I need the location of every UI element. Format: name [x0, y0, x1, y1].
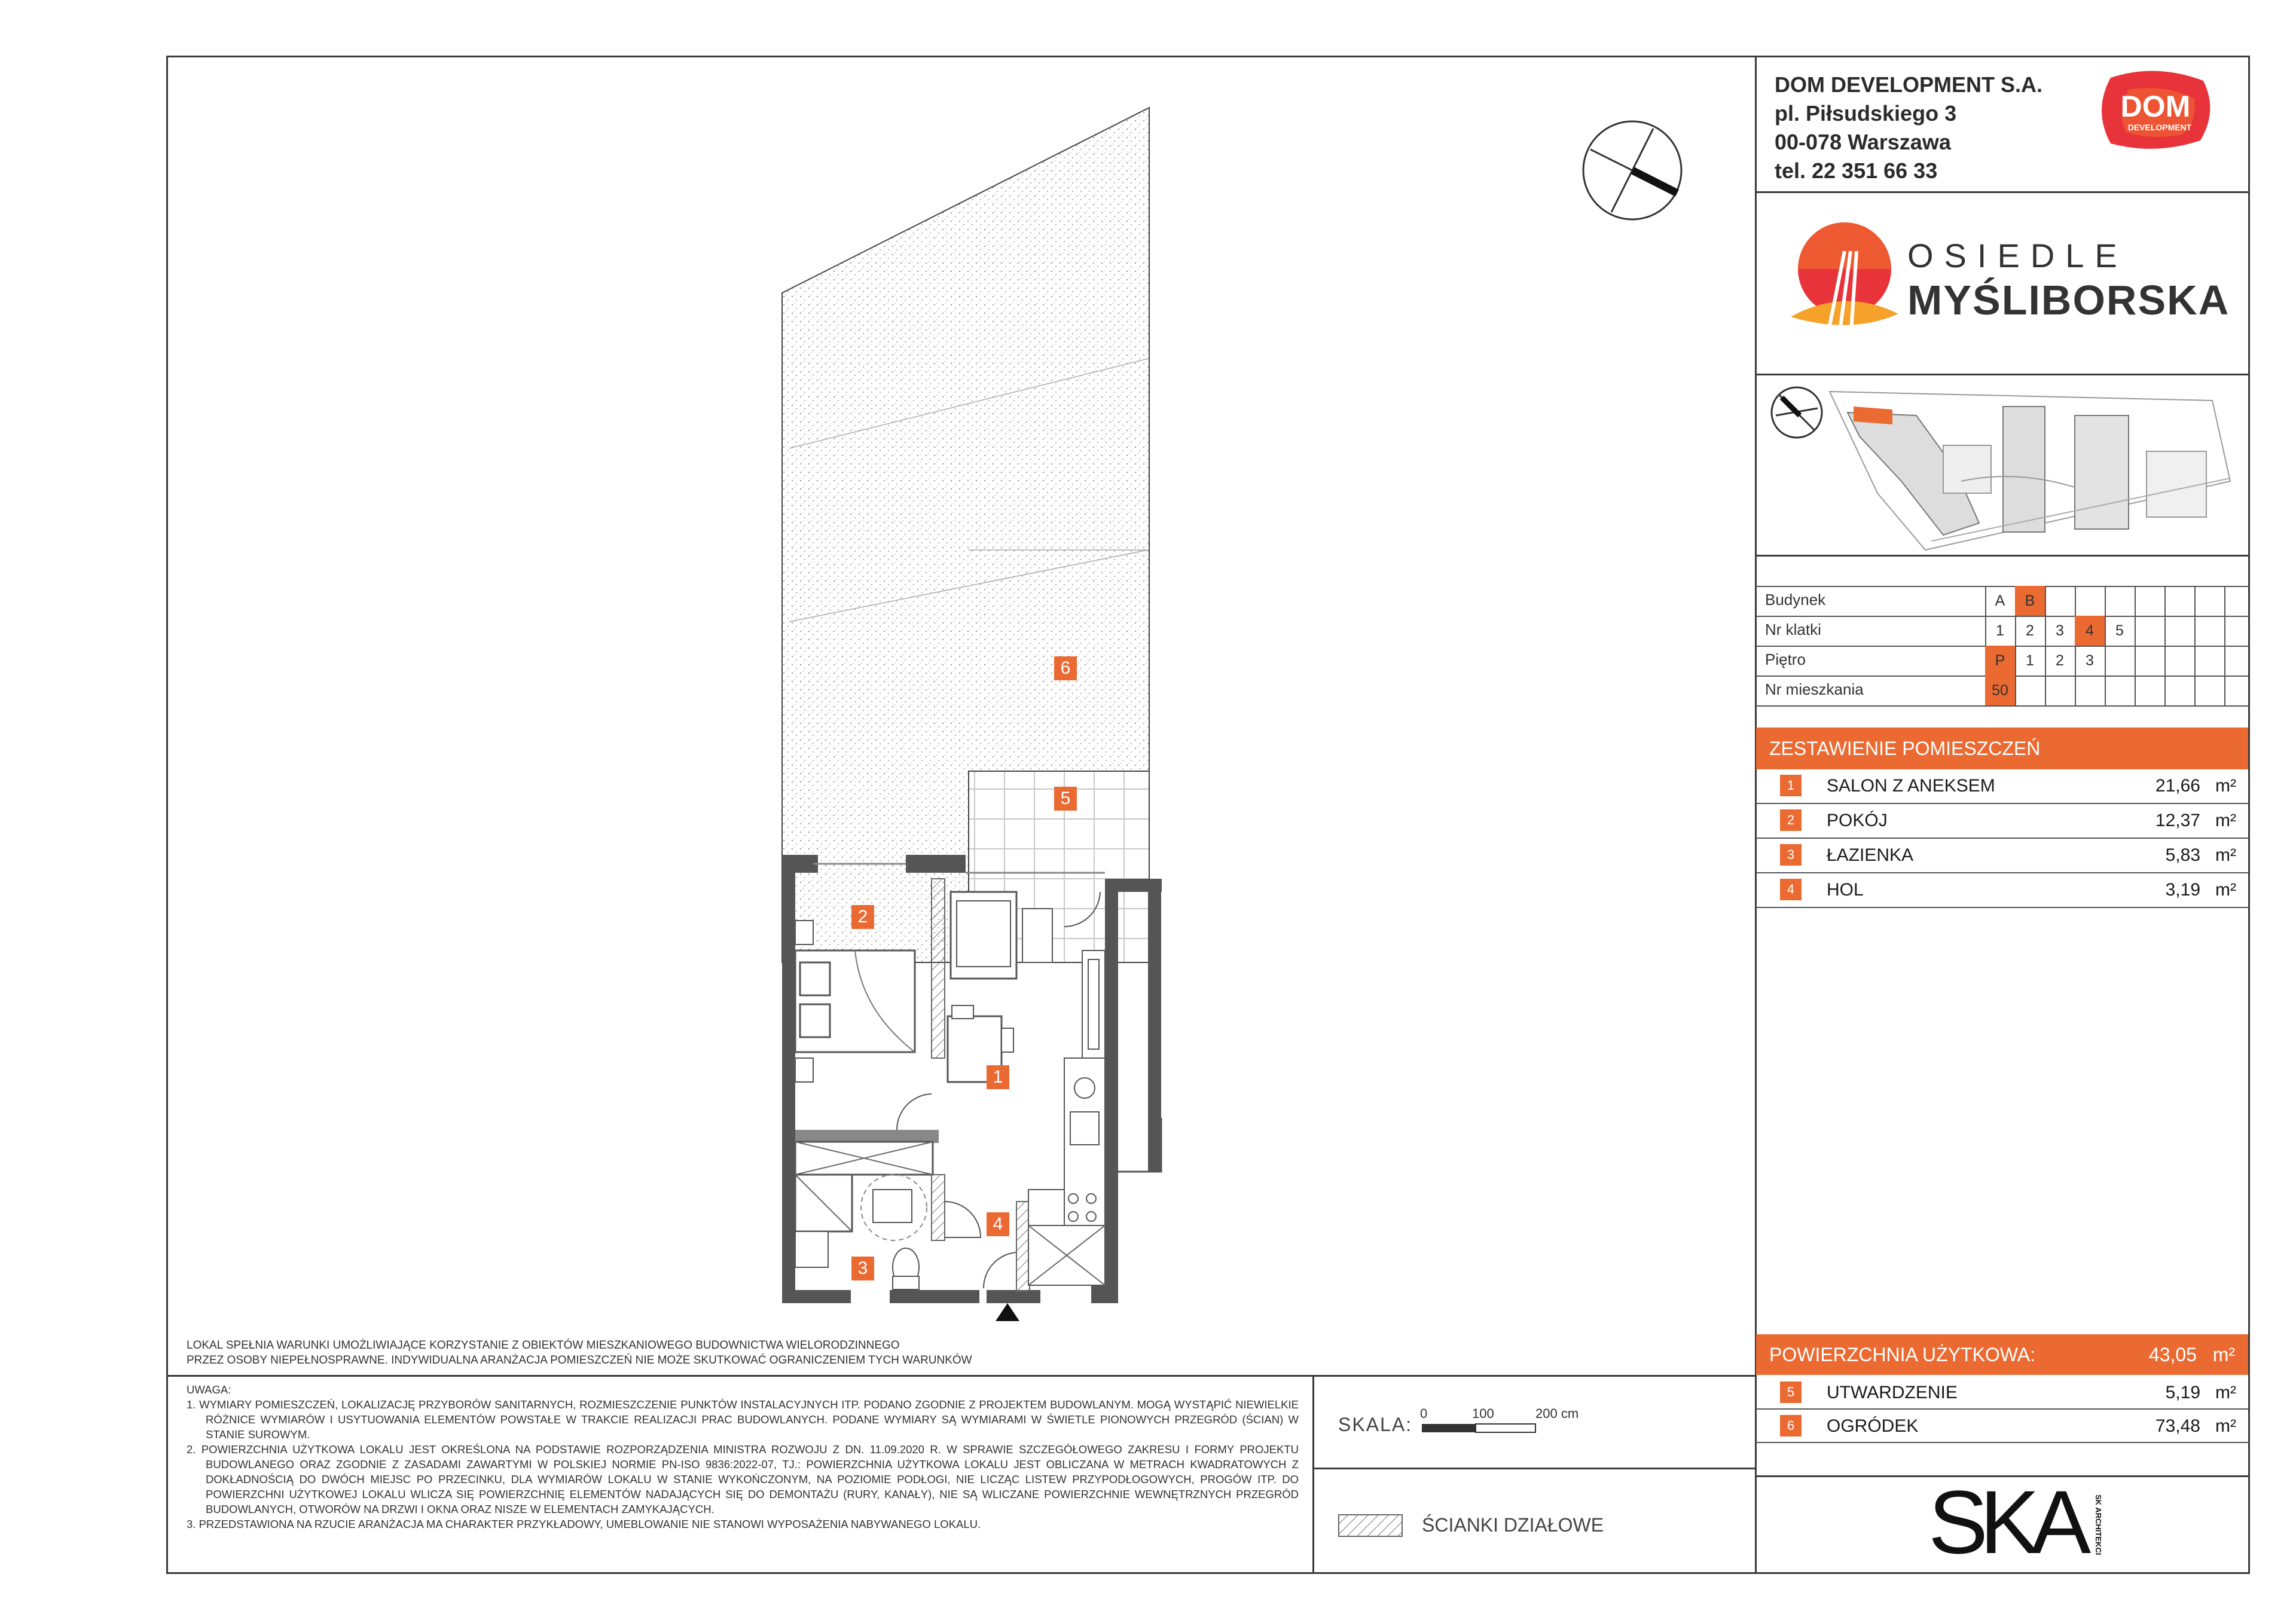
- extra-area: 73,48 m²: [2155, 1416, 2236, 1436]
- room-row: [1756, 769, 2248, 803]
- grid-cell-staircase-selected: 4: [2075, 616, 2105, 646]
- extras-divider: [1755, 1475, 2250, 1477]
- room-area: 21,66 m²: [2155, 776, 2236, 796]
- extra-name: OGRÓDEK: [1827, 1416, 1919, 1436]
- grid-cell-staircase: 2: [2026, 622, 2034, 639]
- grid-cell-floor: 2: [2056, 652, 2064, 669]
- dom-development-logo: [2093, 66, 2218, 155]
- extra-number-badge: 6: [1780, 1415, 1802, 1436]
- remark-item: 3. PRZEDSTAWIONA NA RZUCIE ARANŻACJA MA CHARAKTER PRZYKŁADOWY, UMEBLOWANIE NIE STANOWI WYPOSAŻENIA NABYWANEGO LOKALU.: [187, 1518, 981, 1530]
- grid-label-floor: Piętro: [1765, 650, 1806, 668]
- dom-logo-sub: DEVELOPMENT: [2127, 123, 2192, 132]
- accessibility-note-line: LOKAL SPEŁNIA WARUNKI UMOŻLIWIAJĄCE KORZYSTANIE Z OBIEKTÓW MIESZKANIOWEGO BUDOWNICTWA WIELORODZINNEGO: [187, 1339, 900, 1352]
- room-row: [1756, 873, 2248, 907]
- grid-cell-floor-selected: P: [1985, 646, 2015, 676]
- plan-label-living: 1: [987, 1065, 1009, 1089]
- scale-label: SKALA:: [1338, 1414, 1413, 1435]
- legend-partition-walls: ŚCIANKI DZIAŁOWE: [1422, 1514, 1604, 1536]
- map-divider: [1755, 555, 2250, 557]
- room-number-badge: 4: [1780, 879, 1802, 900]
- remarks-block: [187, 1382, 1299, 1532]
- room-number-badge: 1: [1780, 775, 1802, 796]
- grid-line: [1756, 705, 2248, 707]
- room-name: SALON Z ANEKSEM: [1827, 776, 1995, 796]
- partition-wall-swatch: [1338, 1514, 1404, 1538]
- accessibility-note-line: PRZEZ OSOBY NIEPEŁNOSPRAWNE. INDYWIDUALNA ARANŻACJA POMIESZCZEŃ NIE MOŻE SKUTKOWAĆ OGRANICZENIEM TYCH WARUNKÓW: [187, 1354, 972, 1367]
- extra-row: [1756, 1376, 2248, 1410]
- grid-column-line: [2194, 586, 2196, 705]
- room-area: 5,83 m²: [2165, 845, 2236, 865]
- company-city: 00-078 Warszawa: [1775, 130, 1951, 154]
- accessibility-note: [187, 1338, 972, 1368]
- grid-cell-apartment-selected: 50: [1985, 676, 2015, 705]
- remark-item: 2. POWIERZCHNIA UŻYTKOWA LOKALU JEST OKREŚLONA NA PODSTAWIE ROZPORZĄDZENIA MINISTRA ROZWOJU Z DN. 11.09.2020 R. W SPRAWIE SZCZEGÓŁOWEGO ZAKRESU I FORMY PROJEKTU BUDOWLANEGO ORAZ ZGODNIE Z ZASADAMI ZAWARTYMI W POLSKIEJ NORMIE PN-ISO 9836:2022-07, TJ.: POWIERZCHNIA UŻYTKOWA LOKALU JEST OBLICZANA W METRACH KWADRATOWYCH Z DOKŁADNOŚCIĄ DO DWÓCH MIEJSC PO PRZECINKU, DLA WYMIARÓW LOKALU W STANIE WYKOŃCZONYM, NA POZIOMIE PODŁOGI, NIE LICZĄC LISTEW PRZYPODŁOGOWYCH, PROGÓW ITP. DO POWIERZCHNI UŻYTKOWEJ LOKALU WLICZA SIĘ POWIERZCHNIĘ ELEMENTÓW NADAJĄCYCH SIĘ DO DEMONTAŻU (RURY, KANAŁY), NIE SĄ WLICZANE POWIERZCHNIE WEWNĘTRZNYCH PRZEGRÓD BUDOWLANYCH, OTWORÓW NA DRZWI I OKNA ORAZ NISZE W ELEMENTACH ZAMYKAJĄCYCH.: [187, 1443, 1299, 1515]
- extra-row: [1756, 1410, 2248, 1443]
- grid-cell-floor: 3: [2086, 652, 2094, 669]
- grid-cell-staircase: 5: [2115, 622, 2124, 639]
- room-name: POKÓJ: [1827, 811, 1888, 830]
- rooms-header-label: ZESTAWIENIE POMIESZCZEŃ: [1769, 737, 2041, 759]
- room-row: [1756, 839, 2248, 872]
- ska-logo-text: SKA: [1928, 1483, 2083, 1566]
- osiedle-sun-logo: [1785, 215, 1904, 347]
- usable-area-bar: [1756, 1334, 2248, 1375]
- row-divider: [1756, 1442, 2248, 1443]
- header-divider: [1755, 191, 2250, 193]
- plan-label-bathroom: 3: [851, 1257, 874, 1280]
- company-name: DOM DEVELOPMENT S.A.: [1775, 72, 2043, 97]
- plan-label-room: 2: [851, 905, 874, 929]
- rooms-header: [1756, 728, 2248, 769]
- room-name: ŁAZIENKA: [1827, 845, 1914, 865]
- extra-number-badge: 5: [1780, 1381, 1802, 1403]
- plan-label-hall: 4: [987, 1212, 1009, 1236]
- scale-tick-200: 200 cm: [1535, 1406, 1579, 1421]
- room-area: 12,37 m²: [2155, 811, 2236, 830]
- grid-cell-building: A: [1995, 592, 2005, 609]
- north-arrow-icon: [1578, 117, 1686, 224]
- grid-cell-staircase: 3: [2056, 622, 2064, 639]
- remark-item: 1. WYMIARY POMIESZCZEŃ, LOKALIZACJĘ PRZYBORÓW SANITARNYCH, ROZMIESZCZENIE PUNKTÓW INSTALACYJNYCH ITP. PODANO ZGODNIE Z PROJEKTEM BUDOWLANYM. MOGĄ WYSTĄPIĆ NIEWIELKIE RÓŻNICE WYMIARÓW I USYTUOWANIA ELEMENTÓW POWSTAŁE W TRAKCIE REALIZACJI PRAC BUDOWLANYCH. PODANE WYMIARY SĄ WYMIARAMI W ŚWIETLE PIONOWYCH PRZEGRÓD (ŚCIAN) W STANIE SUROWYM.: [187, 1398, 1299, 1441]
- map-north-arrow-icon: [1772, 387, 1822, 438]
- grid-label-staircase: Nr klatki: [1765, 621, 1821, 638]
- company-phone: tel. 22 351 66 33: [1775, 158, 1938, 183]
- ska-architects-logo: [1928, 1483, 2108, 1566]
- footer-divider: [166, 1375, 1757, 1377]
- company-street: pl. Piłsudskiego 3: [1775, 101, 1957, 126]
- floor-plan: [765, 102, 1172, 1333]
- grid-column-line: [2164, 586, 2166, 705]
- scale-tick-100: 100: [1472, 1406, 1494, 1421]
- usable-area-label: POWIERZCHNIA UŻYTKOWA:: [1769, 1343, 2036, 1365]
- row-divider: [1756, 907, 2248, 908]
- grid-label-building: Budynek: [1765, 591, 1826, 609]
- remarks-header: UWAGA:: [187, 1383, 231, 1396]
- room-number-badge: 2: [1780, 809, 1802, 831]
- room-row: [1756, 804, 2248, 838]
- grid-column-line: [2224, 586, 2225, 705]
- grid-cell-floor: 1: [2026, 652, 2034, 669]
- plan-label-terrace: 5: [1054, 787, 1077, 811]
- grid-cell-building-selected: B: [2015, 586, 2045, 616]
- room-number-badge: 3: [1780, 844, 1802, 866]
- scale-tick-0: 0: [1420, 1406, 1428, 1421]
- room-name: HOL: [1827, 880, 1864, 900]
- usable-area-value: 43,05 m²: [2148, 1343, 2235, 1365]
- project-divider: [1755, 374, 2250, 375]
- grid-column-line: [2105, 586, 2106, 705]
- company-address: [1775, 71, 2042, 185]
- grid-label-apartment: Nr mieszkania: [1765, 680, 1864, 698]
- scale-bar: [1422, 1423, 1541, 1435]
- ska-logo-sub: SK ARCHITEKCI: [2094, 1494, 2103, 1555]
- notes-divider: [1312, 1375, 1314, 1574]
- grid-cell-staircase: 1: [1996, 622, 2004, 639]
- project-name-line2: MYŚLIBORSKA: [1907, 277, 2230, 323]
- project-name-line1: OSIEDLE: [1907, 237, 2128, 274]
- plan-label-garden: 6: [1054, 656, 1077, 680]
- extra-area: 5,19 m²: [2165, 1383, 2236, 1402]
- grid-column-line: [2135, 586, 2136, 705]
- room-area: 3,19 m²: [2165, 880, 2236, 900]
- dom-logo-text: DOM: [2120, 90, 2191, 123]
- key-plan-map: [1764, 380, 2242, 553]
- extra-name: UTWARDZENIE: [1827, 1383, 1958, 1402]
- scale-legend-divider: [1312, 1468, 1757, 1469]
